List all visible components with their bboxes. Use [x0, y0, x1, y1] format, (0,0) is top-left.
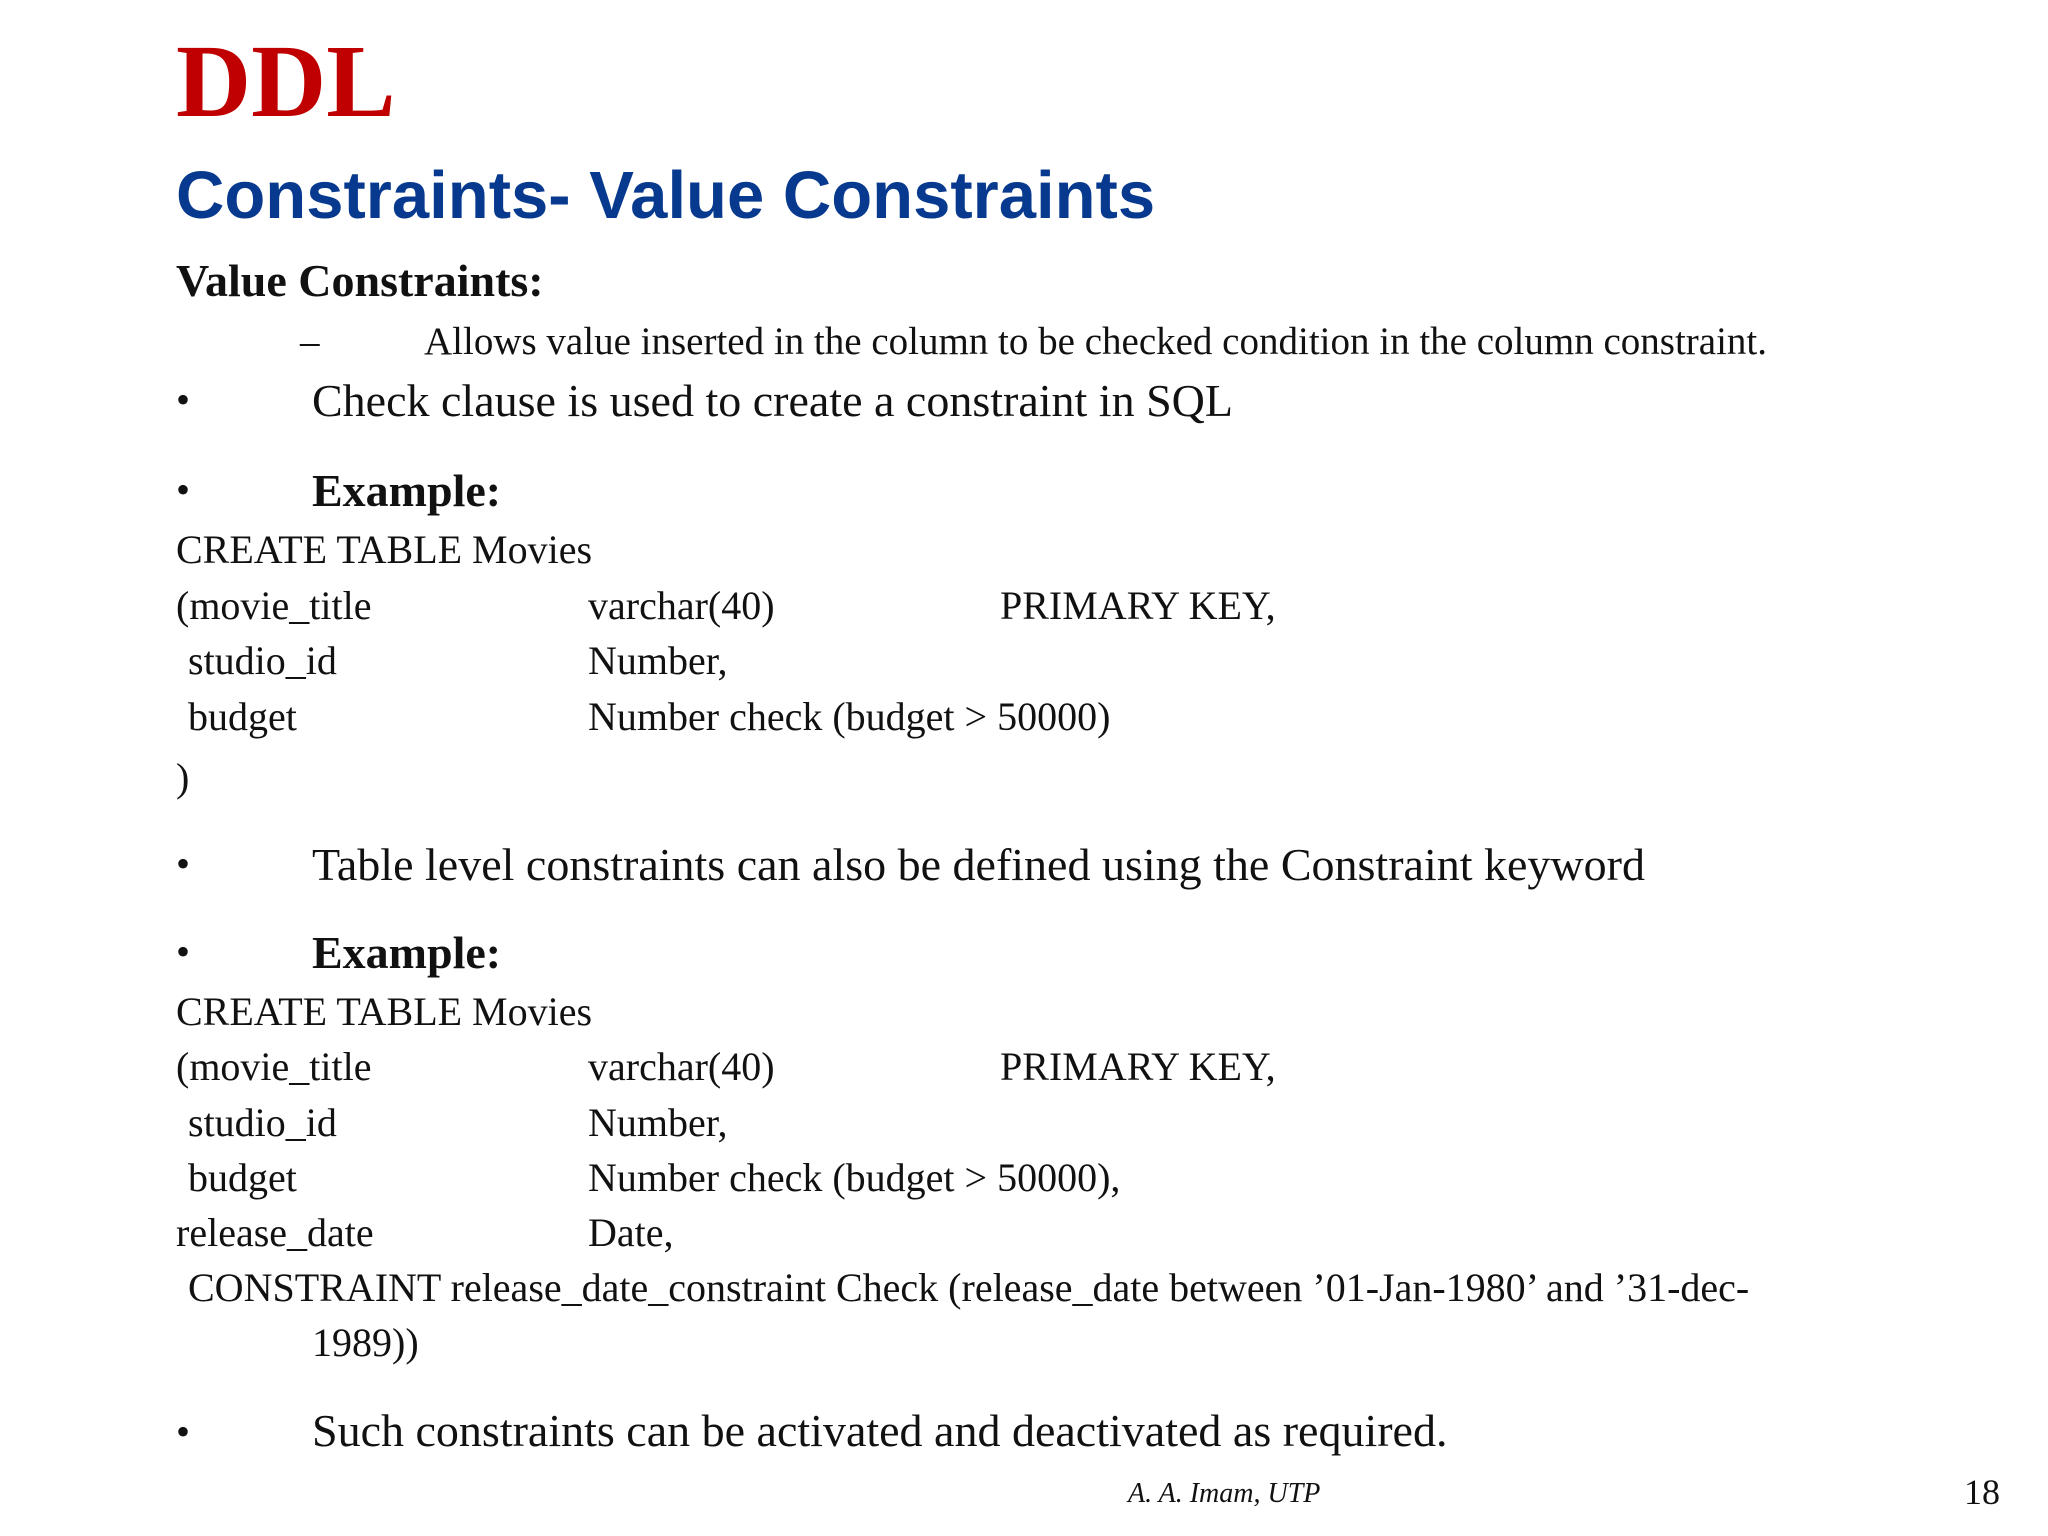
code-line: CREATE TABLE Movies: [176, 989, 593, 1034]
code-col-constraint: PRIMARY KEY,: [1000, 583, 1276, 628]
bullet-glyph: •: [176, 841, 191, 886]
bullet-activation: Such constraints can be activated and deactivated as required.: [312, 1405, 1448, 1456]
code-col-type: varchar(40): [588, 583, 775, 628]
code-col-name: studio_id: [188, 638, 337, 683]
code-line: CREATE TABLE Movies: [176, 527, 593, 572]
code-col-type: varchar(40): [588, 1044, 775, 1089]
code-constraint-line: CONSTRAINT release_date_constraint Check (release_date between ’01-Jan-1980’ and ’31-dec-: [188, 1265, 1750, 1310]
code-col-name: release_date: [176, 1210, 374, 1255]
section-heading: Value Constraints:: [176, 255, 544, 306]
code-col-type: Date,: [588, 1210, 674, 1255]
footer-author: A. A. Imam, UTP: [1128, 1478, 1321, 1509]
code-col-constraint: PRIMARY KEY,: [1000, 1044, 1276, 1089]
code-col-type: Number check (budget > 50000): [588, 694, 1111, 739]
code-col-name: studio_id: [188, 1100, 337, 1145]
slide-subtitle: Constraints- Value Constraints: [176, 158, 1156, 233]
code-col-name: budget: [188, 1155, 297, 1200]
page-number: 18: [1964, 1472, 2000, 1512]
code-col-name: (movie_title: [176, 583, 372, 628]
bullet-glyph: •: [176, 467, 191, 512]
code-col-name: (movie_title: [176, 1044, 372, 1089]
sub-point-dash: –: [300, 320, 320, 363]
bullet-check-clause: Check clause is used to create a constraint in SQL: [312, 375, 1233, 426]
code-constraint-continuation: 1989)): [312, 1320, 419, 1365]
bullet-example-2: Example:: [312, 927, 502, 978]
bullet-glyph: •: [176, 377, 191, 422]
code-col-type: Number check (budget > 50000),: [588, 1155, 1121, 1200]
bullet-glyph: •: [176, 1409, 191, 1454]
code-col-name: budget: [188, 694, 297, 739]
bullet-example-1: Example:: [312, 465, 502, 516]
bullet-glyph: •: [176, 929, 191, 974]
bullet-table-level: Table level constraints can also be defined using the Constraint keyword: [312, 839, 1645, 890]
code-col-type: Number,: [588, 638, 728, 683]
slide-title: DDL: [176, 24, 396, 139]
code-col-type: Number,: [588, 1100, 728, 1145]
code-close-paren: ): [176, 755, 190, 800]
sub-point-text: Allows value inserted in the column to be checked condition in the column constraint.: [424, 320, 1768, 363]
